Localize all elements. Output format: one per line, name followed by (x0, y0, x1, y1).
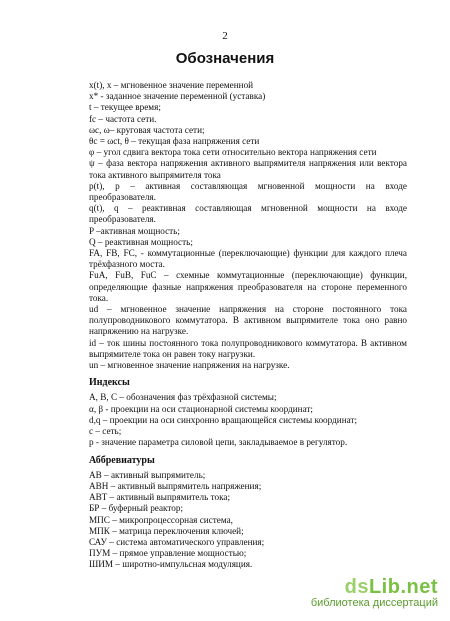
notation-line: t – текущее время; (89, 102, 161, 113)
notation-line: P –активная мощность; (89, 225, 180, 236)
abbreviations-heading: Аббревиатуры (89, 454, 155, 466)
notation-line: FuA, FuB, FuC – схемные коммутационные (переключающие) функции, определяющие фазные напряжения преобразователя на стороне переменного тока. (89, 270, 407, 303)
page-number: 2 (222, 30, 228, 42)
notation-line: φ – угол сдвига вектора тока сети относительно вектора напряжения сети (89, 147, 377, 158)
abbreviation-line: АВ – активный выпрямитель; (89, 469, 206, 480)
abbreviation-line: МПС – микропроцессорная система, (89, 514, 233, 525)
notation-line: fc – частота сети. (89, 113, 157, 124)
abbreviation-line: АВТ – активный выпрямитель тока; (89, 492, 231, 503)
notation-line: q(t), q – реактивная составляющая мгновенной мощности на входе преобразователя. (89, 203, 407, 225)
notation-line: x(t), x – мгновенное значение переменной (89, 80, 254, 90)
watermark-subtitle: библиотека диссертаций (310, 597, 438, 609)
index-line: c – сеть; (89, 426, 122, 437)
document-body (89, 80, 407, 571)
notation-line: un – мгновенное значение напряжения на нагрузке. (89, 360, 290, 371)
notation-line: θc = ωct, θ – текущая фаза напряжения сети (89, 136, 260, 147)
notation-line: ωc, ω– круговая частота сети; (89, 124, 205, 135)
abbreviation-line: БР – буферный реактор; (89, 503, 184, 514)
index-line: d,q – проекции на оси синхронно вращающейся системы координат; (89, 414, 358, 425)
indices-heading: Индексы (89, 377, 130, 389)
abbreviation-line: ШИМ – широтно-импульсная модуляция. (89, 559, 253, 570)
index-line: A, B, C – обозначения фаз трёхфазной системы; (89, 392, 277, 403)
abbreviation-line: АВН – активный выпрямитель напряжения; (89, 480, 262, 491)
watermark-logo-rest: Lib.net (368, 576, 438, 598)
notation-line: id – ток шины постоянного тока полупроводникового коммутатора. В активном выпрямителе тока он равен току нагрузки. (89, 337, 407, 359)
abbreviation-line: ПУМ – прямое управление мощностью; (89, 548, 247, 559)
watermark-logo-ds: ds (344, 576, 369, 598)
index-line: p - значение параметра силовой цепи, закладываемое в регулятор. (89, 437, 348, 448)
notation-line: FA, FB, FC, - коммутационные (переключающие) функции для каждого плеча трёхфазного моста. (89, 248, 407, 270)
abbreviation-line: МПК – матрица переключения ключей; (89, 525, 244, 536)
notation-line: ψ – фаза вектора напряжения активного выпрямителя напряжения или вектора тока активного выпрямителя тока (89, 158, 407, 180)
abbreviation-line: САУ – система автоматического управления; (89, 536, 265, 547)
notation-line: p(t), p – активная составляющая мгновенной мощности на входе преобразователя. (89, 180, 407, 203)
notation-line: x* - заданное значение переменной (уставка) (89, 91, 266, 102)
watermark-logo (311, 576, 438, 599)
watermark (311, 576, 438, 609)
index-line: α, β - проекции на оси стационарной системы координат; (89, 403, 313, 414)
notation-line: ud – мгновенное значение напряжения на стороне постоянного тока полупроводникового коммутатора. В активном выпрямителе тока оно равно напряжению на нагрузке. (89, 304, 407, 337)
page-title: Обозначения (175, 50, 275, 67)
notation-line: Q – реактивная мощность; (89, 236, 193, 247)
